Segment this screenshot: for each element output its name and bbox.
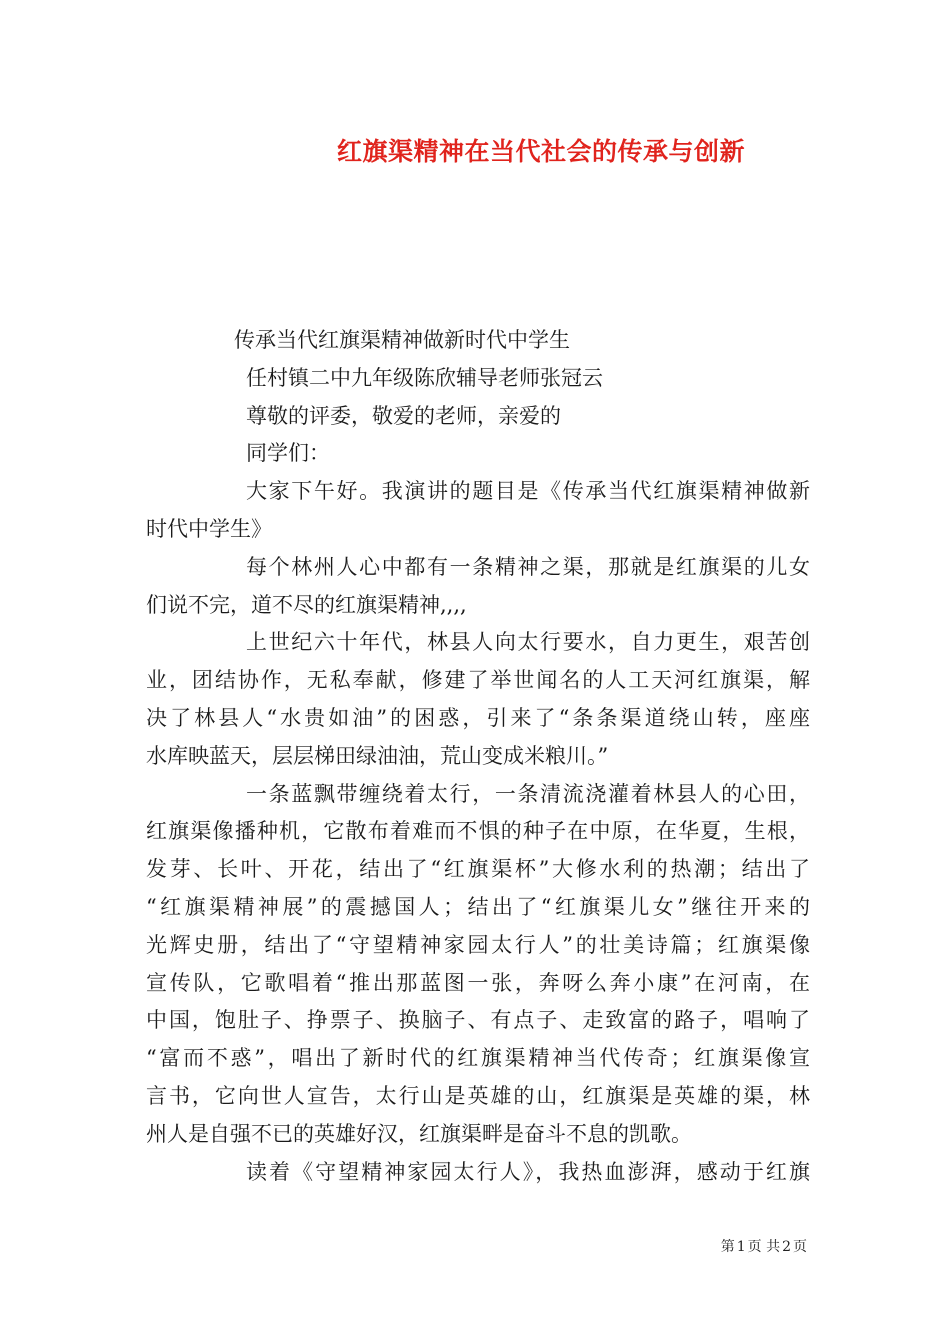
page-footer xyxy=(0,1236,950,1256)
speech-title-line: 传承当代红旗渠精神做新时代中学生 xyxy=(234,328,570,352)
paragraph-line: 光辉史册，结出了“守望精神家园太行人”的壮美诗篇；红旗渠像 xyxy=(146,932,810,957)
paragraph-line: 读着《守望精神家园太行人》，我热血澎湃，感动于红旗 xyxy=(246,1159,810,1184)
paragraph-line: 一条蓝飘带缠绕着太行，一条清流浇灌着林县人的心田， xyxy=(246,781,810,806)
paragraph-line: 时代中学生》 xyxy=(146,516,272,541)
paragraph-line: 业，团结协作，无私奉献，修建了举世闻名的人工天河红旗渠，解 xyxy=(146,668,810,693)
paragraph-line: “富而不惑”，唱出了新时代的红旗渠精神当代传奇；红旗渠像宣 xyxy=(146,1046,810,1071)
greeting-line: 尊敬的评委，敬爱的老师，亲爱的 xyxy=(246,403,561,428)
paragraph-line: 水库映蓝天，层层梯田绿油油，荒山变成米粮川。” xyxy=(146,743,609,768)
document-title: 红旗渠精神在当代社会的传承与创新 xyxy=(336,137,745,166)
document-body xyxy=(146,322,810,1191)
paragraph-line: 发芽、长叶、开花，结出了“红旗渠杯”大修水利的热潮；结出了 xyxy=(146,857,810,882)
paragraph-line: 中国，饱肚子、挣票子、换脑子、有点子、走致富的路子，唱响了 xyxy=(146,1008,810,1033)
paragraph-line: 言书，它向世人宣告，太行山是英雄的山，红旗渠是英雄的渠，林 xyxy=(146,1083,810,1108)
paragraph-line: 上世纪六十年代，林县人向太行要水，自力更生，艰苦创 xyxy=(246,630,810,655)
paragraph-line: 宣传队，它歌唱着“推出那蓝图一张，奔呀么奔小康”在河南，在 xyxy=(146,970,810,995)
footer-total-pages: 2 xyxy=(782,1239,791,1255)
paragraph-line: 州人是自强不已的英雄好汉，红旗渠畔是奋斗不息的凯歌。 xyxy=(146,1121,692,1146)
footer-page-number: 1 xyxy=(736,1239,746,1255)
footer-suffix: 页 xyxy=(793,1239,807,1255)
footer-prefix: 第 xyxy=(720,1239,735,1255)
paragraph-line: 每个林州人心中都有一条精神之渠，那就是红旗渠的儿女 xyxy=(246,554,810,579)
footer-mid: 页 共 xyxy=(747,1239,781,1255)
paragraph-line: 大家下午好。我演讲的题目是《传承当代红旗渠精神做新 xyxy=(246,479,810,504)
paragraph-line: 决了林县人“水贵如油”的困惑，引来了“条条渠道绕山转，座座 xyxy=(146,705,810,730)
paragraph-line: 们说不完，道不尽的红旗渠精神,,,, xyxy=(146,592,467,617)
greeting-line: 同学们： xyxy=(246,441,330,466)
paragraph-line: “红旗渠精神展”的震撼国人；结出了“红旗渠儿女”继往开来的 xyxy=(146,894,810,919)
paragraph-line: 红旗渠像播种机，它散布着难而不惧的种子在中原，在华夏，生根， xyxy=(146,819,810,844)
author-line: 任村镇二中九年级陈欣辅导老师张冠云 xyxy=(246,365,603,390)
